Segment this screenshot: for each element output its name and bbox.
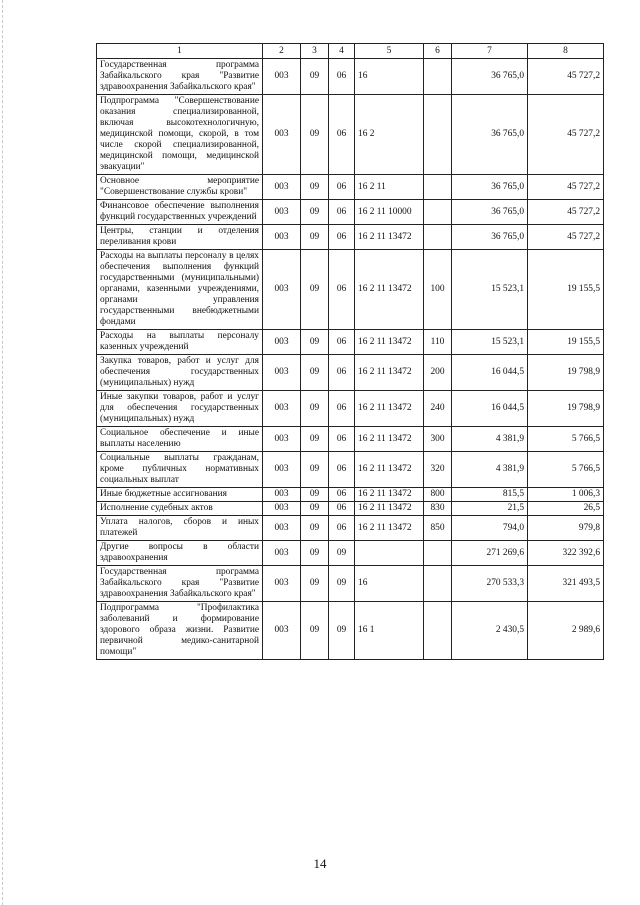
target-article-cell: 16 2 11 13472 [355,488,424,502]
section-code-cell: 09 [301,602,329,660]
admin-code-cell: 003 [263,516,301,541]
subsection-code-cell: 06 [329,488,355,502]
section-code-cell: 09 [301,175,329,200]
subsection-code-cell: 06 [329,502,355,516]
expense-type-cell [424,95,452,175]
admin-code-cell: 003 [263,427,301,452]
amount-col8-cell: 45 727,2 [528,95,604,175]
amount-col8-cell: 19 155,5 [528,330,604,355]
target-article-cell: 16 2 11 13472 [355,330,424,355]
subsection-code-cell: 09 [329,566,355,602]
section-code-cell: 09 [301,452,329,488]
amount-col7-cell: 16 044,5 [452,391,528,427]
table-row [97,452,604,488]
table-row [97,566,604,602]
amount-col7-cell: 15 523,1 [452,250,528,330]
subsection-code-cell: 06 [329,427,355,452]
section-code-cell: 09 [301,95,329,175]
expense-type-cell: 110 [424,330,452,355]
column-header: 4 [329,44,355,59]
subsection-code-cell: 06 [329,516,355,541]
table-row [97,59,604,95]
target-article-cell: 16 2 11 13472 [355,250,424,330]
table-row [97,488,604,502]
admin-code-cell: 003 [263,488,301,502]
table-row [97,225,604,250]
expense-type-cell: 320 [424,452,452,488]
subsection-code-cell: 06 [329,95,355,175]
subsection-code-cell: 06 [329,225,355,250]
expense-type-cell: 100 [424,250,452,330]
target-article-cell: 16 2 11 13472 [355,355,424,391]
amount-col8-cell: 5 766,5 [528,427,604,452]
section-code-cell: 09 [301,427,329,452]
amount-col8-cell: 19 798,9 [528,355,604,391]
expense-type-cell [424,602,452,660]
admin-code-cell: 003 [263,391,301,427]
amount-col7-cell: 16 044,5 [452,355,528,391]
table-row [97,175,604,200]
expense-type-cell: 850 [424,516,452,541]
column-header: 3 [301,44,329,59]
row-name-cell: Социальное обеспечение и иные выплаты населению [97,427,263,452]
target-article-cell: 16 2 11 13472 [355,516,424,541]
amount-col7-cell: 4 381,9 [452,452,528,488]
amount-col8-cell: 45 727,2 [528,225,604,250]
table-row [97,200,604,225]
target-article-cell: 16 [355,566,424,602]
table-row [97,602,604,660]
admin-code-cell: 003 [263,250,301,330]
admin-code-cell: 003 [263,95,301,175]
section-code-cell: 09 [301,250,329,330]
expense-type-cell: 800 [424,488,452,502]
page-number: 14 [313,856,327,871]
row-name-cell: Расходы на выплаты персоналу казенных учреждений [97,330,263,355]
subsection-code-cell: 09 [329,541,355,566]
column-header: 2 [263,44,301,59]
amount-col7-cell: 21,5 [452,502,528,516]
amount-col8-cell: 5 766,5 [528,452,604,488]
amount-col7-cell: 270 533,3 [452,566,528,602]
admin-code-cell: 003 [263,330,301,355]
admin-code-cell: 003 [263,452,301,488]
target-article-cell: 16 2 11 13472 [355,502,424,516]
section-code-cell: 09 [301,355,329,391]
row-name-cell: Государственная программа Забайкальского края "Развитие здравоохранения Забайкальского края" [97,59,263,95]
table-row [97,95,604,175]
target-article-cell: 16 2 [355,95,424,175]
expense-type-cell [424,175,452,200]
budget-table [96,43,604,660]
section-code-cell: 09 [301,516,329,541]
admin-code-cell: 003 [263,355,301,391]
section-code-cell: 09 [301,225,329,250]
admin-code-cell: 003 [263,200,301,225]
section-code-cell: 09 [301,566,329,602]
header-row [97,44,604,59]
amount-col7-cell: 36 765,0 [452,225,528,250]
amount-col8-cell: 979,8 [528,516,604,541]
row-name-cell: Государственная программа Забайкальского края "Развитие здравоохранения Забайкальского края" [97,566,263,602]
expense-type-cell [424,225,452,250]
row-name-cell: Основное мероприятие "Совершенствование службы крови" [97,175,263,200]
subsection-code-cell: 06 [329,391,355,427]
row-name-cell: Расходы на выплаты персоналу в целях обеспечения выполнения функций государственными (муниципальными) органами, казенными учреждениями, органами управления государственными внебюджетными фондами [97,250,263,330]
amount-col7-cell: 36 765,0 [452,200,528,225]
amount-col8-cell: 45 727,2 [528,175,604,200]
column-header: 5 [355,44,424,59]
amount-col8-cell: 2 989,6 [528,602,604,660]
row-name-cell: Иные закупки товаров, работ и услуг для обеспечения государственных (муниципальных) нужд [97,391,263,427]
target-article-cell: 16 2 11 13472 [355,391,424,427]
row-name-cell: Финансовое обеспечение выполнения функций государственных учреждений [97,200,263,225]
amount-col7-cell: 4 381,9 [452,427,528,452]
section-code-cell: 09 [301,488,329,502]
table-row [97,330,604,355]
page-edge-mark [2,0,3,905]
expense-type-cell [424,200,452,225]
subsection-code-cell: 06 [329,355,355,391]
amount-col7-cell: 815,5 [452,488,528,502]
section-code-cell: 09 [301,391,329,427]
amount-col8-cell: 321 493,5 [528,566,604,602]
table-row [97,391,604,427]
subsection-code-cell: 06 [329,200,355,225]
section-code-cell: 09 [301,502,329,516]
admin-code-cell: 003 [263,566,301,602]
admin-code-cell: 003 [263,225,301,250]
expense-type-cell: 830 [424,502,452,516]
column-header: 6 [424,44,452,59]
row-name-cell: Центры, станции и отделения переливания крови [97,225,263,250]
amount-col7-cell: 36 765,0 [452,175,528,200]
target-article-cell: 16 [355,59,424,95]
subsection-code-cell: 09 [329,602,355,660]
expense-type-cell [424,541,452,566]
admin-code-cell: 003 [263,59,301,95]
amount-col8-cell: 45 727,2 [528,59,604,95]
table-row [97,427,604,452]
amount-col7-cell: 2 430,5 [452,602,528,660]
subsection-code-cell: 06 [329,330,355,355]
section-code-cell: 09 [301,59,329,95]
amount-col7-cell: 36 765,0 [452,59,528,95]
target-article-cell: 16 2 11 13472 [355,225,424,250]
row-name-cell: Закупка товаров, работ и услуг для обеспечения государственных (муниципальных) нужд [97,355,263,391]
section-code-cell: 09 [301,330,329,355]
expense-type-cell: 200 [424,355,452,391]
subsection-code-cell: 06 [329,59,355,95]
admin-code-cell: 003 [263,602,301,660]
subsection-code-cell: 06 [329,452,355,488]
admin-code-cell: 003 [263,502,301,516]
column-header: 8 [528,44,604,59]
amount-col7-cell: 15 523,1 [452,330,528,355]
amount-col8-cell: 322 392,6 [528,541,604,566]
amount-col8-cell: 1 006,3 [528,488,604,502]
table-row [97,502,604,516]
subsection-code-cell: 06 [329,250,355,330]
section-code-cell: 09 [301,541,329,566]
subsection-code-cell: 06 [329,175,355,200]
row-name-cell: Исполнение судебных актов [97,502,263,516]
expense-type-cell [424,59,452,95]
table-row [97,355,604,391]
amount-col8-cell: 26,5 [528,502,604,516]
admin-code-cell: 003 [263,541,301,566]
column-header: 1 [97,44,263,59]
target-article-cell: 16 1 [355,602,424,660]
table-row [97,541,604,566]
expense-type-cell: 240 [424,391,452,427]
target-article-cell: 16 2 11 [355,175,424,200]
row-name-cell: Уплата налогов, сборов и иных платежей [97,516,263,541]
amount-col7-cell: 36 765,0 [452,95,528,175]
row-name-cell: Иные бюджетные ассигнования [97,488,263,502]
row-name-cell: Подпрограмма "Совершенствование оказания специализированной, включая высокотехнологичную, медицинской помощи, скорой, в том числе скорой специализированной, медицинской помощи, медицинской эвакуации" [97,95,263,175]
amount-col8-cell: 19 798,9 [528,391,604,427]
expense-type-cell: 300 [424,427,452,452]
amount-col8-cell: 19 155,5 [528,250,604,330]
table-row [97,516,604,541]
row-name-cell: Подпрограмма "Профилактика заболеваний и формирование здорового образа жизни. Развитие первичной медико-санитарной помощи" [97,602,263,660]
table-row [97,250,604,330]
target-article-cell: 16 2 11 10000 [355,200,424,225]
amount-col7-cell: 794,0 [452,516,528,541]
row-name-cell: Социальные выплаты гражданам, кроме публичных нормативных социальных выплат [97,452,263,488]
expense-type-cell [424,566,452,602]
target-article-cell [355,541,424,566]
admin-code-cell: 003 [263,175,301,200]
section-code-cell: 09 [301,200,329,225]
target-article-cell: 16 2 11 13472 [355,427,424,452]
row-name-cell: Другие вопросы в области здравоохранения [97,541,263,566]
target-article-cell: 16 2 11 13472 [355,452,424,488]
column-header: 7 [452,44,528,59]
amount-col8-cell: 45 727,2 [528,200,604,225]
amount-col7-cell: 271 269,6 [452,541,528,566]
